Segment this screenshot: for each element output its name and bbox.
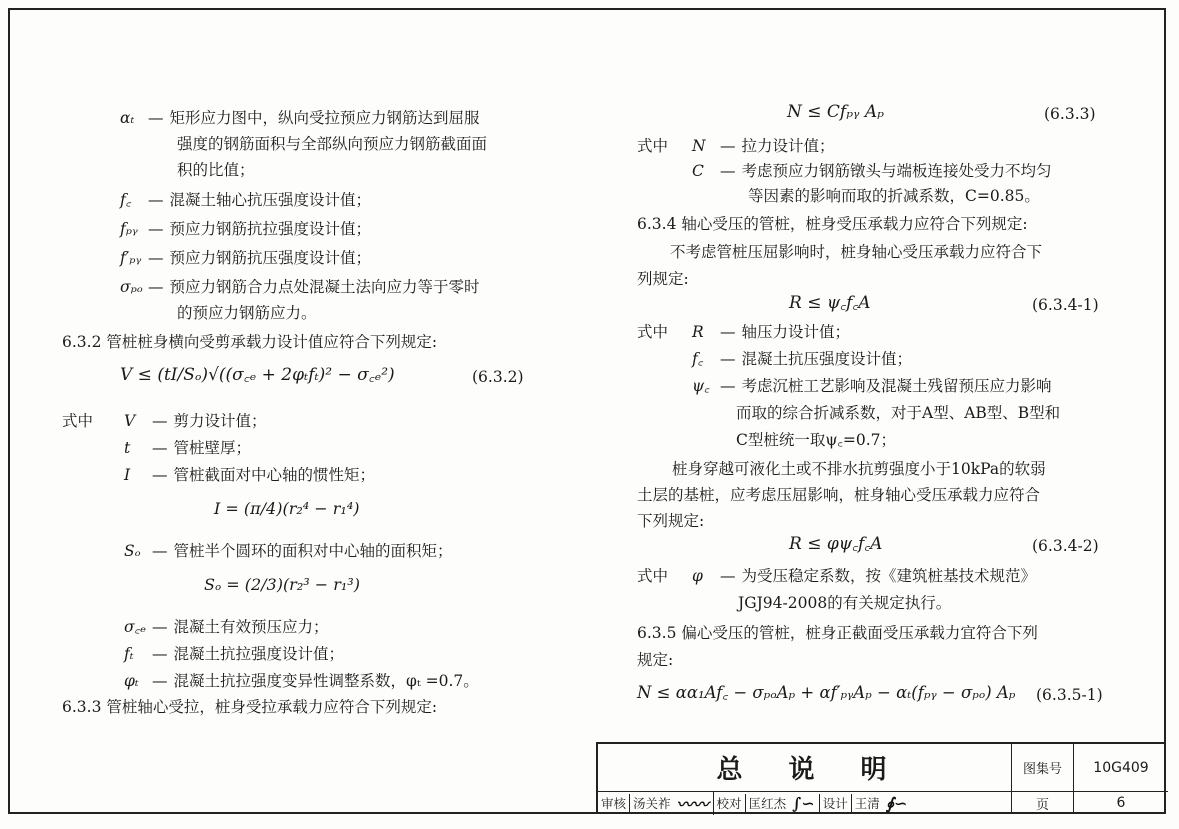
def-phi-line2: JGJ94-2008的有关规定执行。 <box>738 594 952 612</box>
where-label-3: 式中 <box>637 323 669 341</box>
def-ft: fₜ — 混凝土抗拉强度设计值； <box>124 645 345 663</box>
design-label: 设计 <box>820 794 852 812</box>
def-sigma-po: σₚₒ — 预应力钢筋合力点处混凝土法向应力等于零时 <box>120 278 480 296</box>
equation-number-6-3-4-2: (6.3.4-2) <box>1032 537 1099 555</box>
def-sigma-ce: σ꜀ₑ — 混凝土有效预压应力； <box>124 618 329 636</box>
para-6-3-4-a-line2: 列规定: <box>637 270 689 288</box>
section-6-3-2: 6.3.2 管桩桩身横向受剪承载力设计值应符合下列规定: <box>62 333 438 351</box>
page-label: 页 <box>1012 792 1074 814</box>
equation-number-6-3-3: (6.3.3) <box>1044 105 1096 123</box>
reviewer-signature: 〰〰 <box>674 792 714 815</box>
equation-number-6-3-2: (6.3.2) <box>472 368 524 386</box>
def-So: Sₒ — 管桩半个圆环的面积对中心轴的面积矩； <box>124 542 453 560</box>
def-alpha-t-line3: 积的比值； <box>177 161 255 179</box>
section-6-3-4: 6.3.4 轴心受压的管桩，桩身受压承载力应符合下列规定: <box>637 215 1028 233</box>
where-label-4: 式中 <box>637 567 669 585</box>
equation-6-3-3: N ≤ Cfₚᵧ Aₚ <box>787 102 884 122</box>
where-label: 式中 <box>62 412 94 430</box>
def-fc-2: f꜀ — 混凝土抗压强度设计值； <box>692 350 913 368</box>
designer-signature: ∮∽ <box>885 793 908 813</box>
def-C: C — 考虑预应力钢筋镦头与端板连接处受力不均匀 <box>692 162 1052 180</box>
page-number: 6 <box>1116 795 1126 811</box>
def-phi-t: φₜ — 混凝土抗拉强度变异性调整系数，φₜ =0.7。 <box>124 672 479 690</box>
atlas-number-label: 图集号 <box>1012 744 1074 792</box>
checker-name: 匡红杰 <box>748 796 787 811</box>
reviewer-name: 汤关祚 <box>633 796 671 811</box>
equation-6-3-4-2: R ≤ φψ꜀f꜀A <box>789 534 883 554</box>
atlas-number: 10G409 <box>1074 744 1168 792</box>
signature-row <box>598 792 1012 814</box>
where-label-2: 式中 <box>637 137 669 155</box>
def-V: V — 剪力设计值； <box>124 412 267 430</box>
def-fpy: fₚᵧ — 预应力钢筋抗拉强度设计值； <box>120 220 372 238</box>
def-N: N — 拉力设计值； <box>692 137 835 155</box>
section-6-3-5-line2: 规定: <box>637 651 674 669</box>
title-block <box>596 742 1166 814</box>
checker-signature: ∫∽ <box>789 794 820 813</box>
def-psi-c: ψ꜀ — 考虑沉桩工艺影响及混凝土残留预压应力影响 <box>692 377 1052 395</box>
def-C-line2: 等因素的影响而取的折减系数，C=0.85。 <box>748 187 1040 205</box>
para-6-3-4-a-line1: 不考虑管桩压屈影响时，桩身轴心受压承载力应符合下 <box>670 243 1043 261</box>
equation-number-6-3-4-1: (6.3.4-1) <box>1032 296 1099 314</box>
def-psi-c-line3: C型桩统一取ψ꜀=0.7； <box>736 431 897 449</box>
para-6-3-4-b-line2: 土层的基桩，应考虑压屈影响，桩身轴心受压承载力应符合 <box>637 486 1041 504</box>
equation-6-3-4-1: R ≤ ψ꜀f꜀A <box>789 293 871 313</box>
check-label: 校对 <box>714 794 746 812</box>
def-I: I — 管桩截面对中心轴的惯性矩； <box>124 466 376 484</box>
equation-6-3-2: V ≤ (tI/Sₒ)√((σ꜀ₑ + 2φₜfₜ)² − σ꜀ₑ²) <box>120 365 395 385</box>
equation-So: Sₒ = (2/3)(r₂³ − r₁³) <box>204 575 360 594</box>
para-6-3-4-b-line1: 桩身穿越可液化土或不排水抗剪强度小于10kPa的软弱 <box>672 460 1046 478</box>
para-6-3-4-b-line3: 下列规定: <box>637 512 705 530</box>
def-phi: φ — 为受压稳定系数，按《建筑桩基技术规范》 <box>692 567 1037 585</box>
def-fc: f꜀ — 混凝土轴心抗压强度设计值； <box>120 191 372 209</box>
equation-number-6-3-5-1: (6.3.5-1) <box>1036 686 1103 704</box>
review-label: 审核 <box>598 794 630 812</box>
title-block-title: 总说明 <box>598 744 1012 792</box>
def-alpha-t-line2: 强度的钢筋面积与全部纵向预应力钢筋截面面 <box>177 135 488 153</box>
section-6-3-3: 6.3.3 管桩轴心受拉，桩身受拉承载力应符合下列规定: <box>62 698 438 716</box>
def-sigma-po-line2: 的预应力钢筋应力。 <box>177 304 317 322</box>
designer-name: 王清 <box>854 796 880 811</box>
equation-I: I = (π/4)(r₂⁴ − r₁⁴) <box>214 499 360 518</box>
def-alpha-t: αₜ — 矩形应力图中，纵向受拉预应力钢筋达到屈服 <box>120 109 480 127</box>
def-t: t — 管桩壁厚； <box>124 439 252 457</box>
section-6-3-5-line1: 6.3.5 偏心受压的管桩，桩身正截面受压承载力宜符合下列 <box>637 624 1038 642</box>
def-psi-c-line2: 而取的综合折减系数，对于A型、AB型、B型和 <box>736 404 1061 422</box>
def-fpy-prime: f′ₚᵧ — 预应力钢筋抗压强度设计值； <box>120 249 372 267</box>
equation-6-3-5-1: N ≤ αα₁Af꜀ − σₚₒAₚ + αf′ₚᵧAₚ − αₜ(fₚᵧ − σₚₒ) Aₚ <box>637 683 1016 702</box>
def-R: R — 轴压力设计值； <box>692 323 851 341</box>
